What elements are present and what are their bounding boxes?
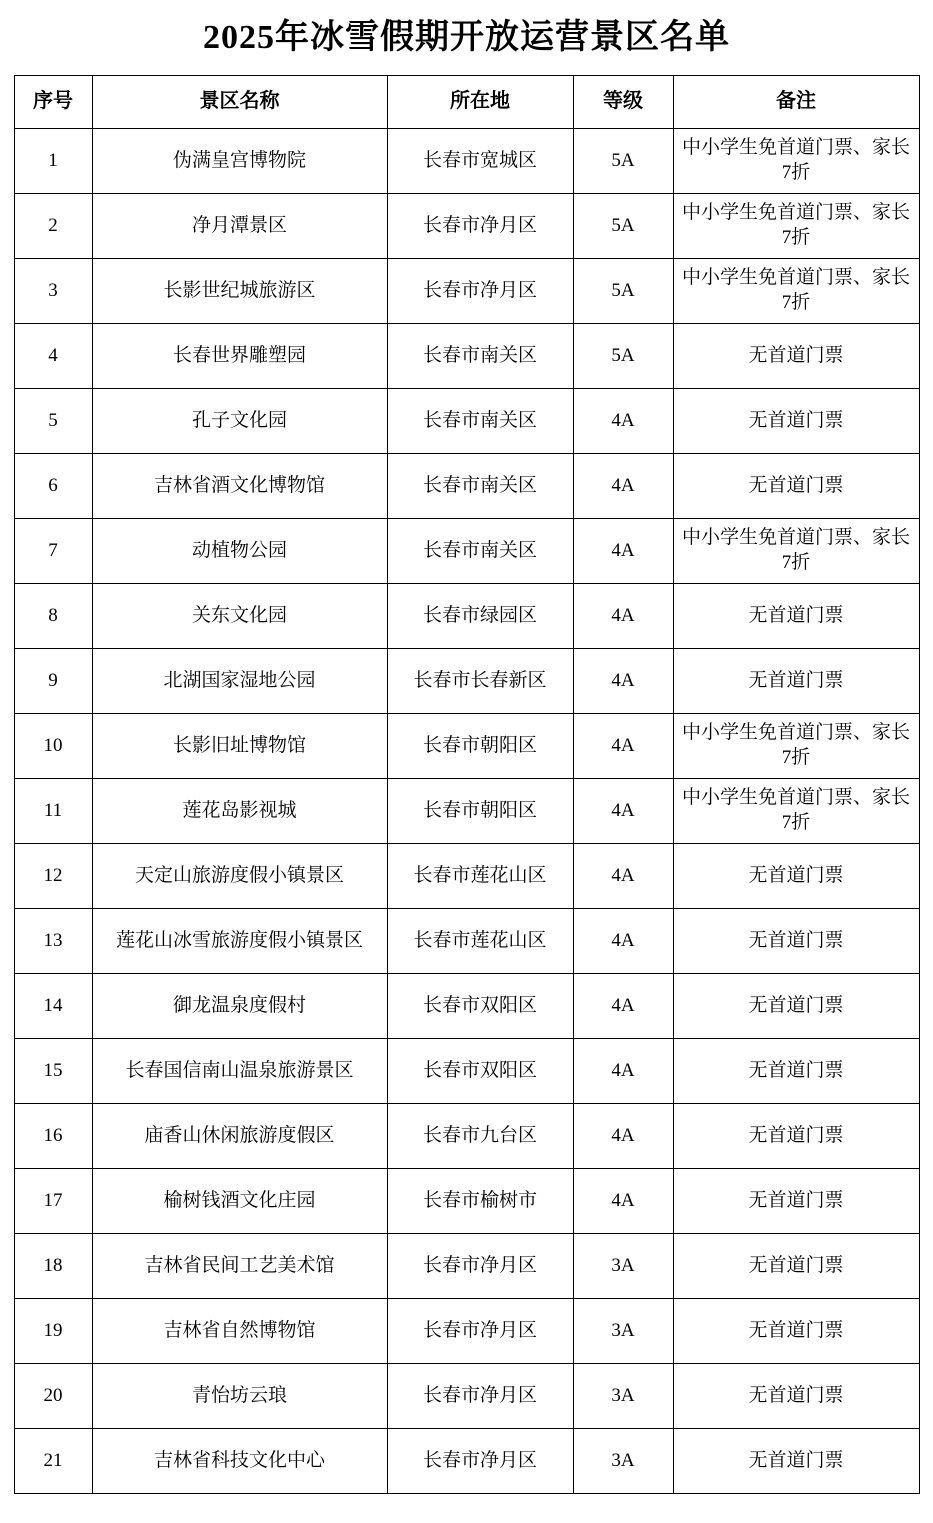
cell-scenic-name: 御龙温泉度假村	[92, 973, 387, 1038]
cell-level: 4A	[573, 1103, 673, 1168]
cell-note: 无首道门票	[673, 648, 919, 713]
table-row	[14, 778, 919, 843]
cell-level: 3A	[573, 1363, 673, 1428]
cell-note: 无首道门票	[673, 453, 919, 518]
cell-location: 长春市双阳区	[387, 1038, 573, 1103]
page-title: 2025年冰雪假期开放运营景区名单	[203, 19, 730, 56]
cell-location: 长春市长春新区	[387, 648, 573, 713]
table-row	[14, 1038, 919, 1103]
cell-index: 2	[14, 193, 92, 258]
table-row	[14, 1298, 919, 1363]
cell-scenic-name: 莲花岛影视城	[92, 778, 387, 843]
cell-location: 长春市南关区	[387, 453, 573, 518]
table-row	[14, 843, 919, 908]
cell-level: 4A	[573, 778, 673, 843]
cell-level: 3A	[573, 1233, 673, 1298]
cell-level: 5A	[573, 323, 673, 388]
cell-level: 4A	[573, 908, 673, 973]
table-body	[14, 128, 919, 1493]
cell-scenic-name: 动植物公园	[92, 518, 387, 583]
cell-index: 17	[14, 1168, 92, 1233]
table-header-row	[14, 75, 919, 128]
table-row	[14, 193, 919, 258]
cell-scenic-name: 吉林省酒文化博物馆	[92, 453, 387, 518]
cell-location: 长春市朝阳区	[387, 778, 573, 843]
cell-index: 18	[14, 1233, 92, 1298]
table-row	[14, 453, 919, 518]
table-row	[14, 973, 919, 1038]
cell-note: 中小学生免首道门票、家长7折	[673, 128, 919, 193]
cell-scenic-name: 长春国信南山温泉旅游景区	[92, 1038, 387, 1103]
cell-location: 长春市南关区	[387, 388, 573, 453]
cell-location: 长春市南关区	[387, 518, 573, 583]
cell-location: 长春市净月区	[387, 193, 573, 258]
cell-scenic-name: 长影旧址博物馆	[92, 713, 387, 778]
cell-note: 无首道门票	[673, 583, 919, 648]
cell-level: 4A	[573, 843, 673, 908]
cell-scenic-name: 吉林省科技文化中心	[92, 1428, 387, 1493]
cell-level: 4A	[573, 388, 673, 453]
table-row	[14, 713, 919, 778]
cell-index: 14	[14, 973, 92, 1038]
cell-note: 无首道门票	[673, 908, 919, 973]
cell-level: 4A	[573, 973, 673, 1038]
cell-location: 长春市净月区	[387, 1428, 573, 1493]
cell-level: 4A	[573, 1038, 673, 1103]
cell-scenic-name: 北湖国家湿地公园	[92, 648, 387, 713]
cell-location: 长春市榆树市	[387, 1168, 573, 1233]
cell-level: 5A	[573, 193, 673, 258]
cell-scenic-name: 关东文化园	[92, 583, 387, 648]
table-row	[14, 908, 919, 973]
cell-location: 长春市宽城区	[387, 128, 573, 193]
cell-index: 19	[14, 1298, 92, 1363]
cell-location: 长春市绿园区	[387, 583, 573, 648]
cell-scenic-name: 庙香山休闲旅游度假区	[92, 1103, 387, 1168]
cell-note: 无首道门票	[673, 1168, 919, 1233]
cell-note: 无首道门票	[673, 323, 919, 388]
cell-location: 长春市莲花山区	[387, 843, 573, 908]
cell-index: 7	[14, 518, 92, 583]
cell-index: 20	[14, 1363, 92, 1428]
cell-location: 长春市朝阳区	[387, 713, 573, 778]
table-row	[14, 1168, 919, 1233]
cell-level: 4A	[573, 583, 673, 648]
cell-index: 6	[14, 453, 92, 518]
cell-location: 长春市净月区	[387, 1233, 573, 1298]
cell-level: 3A	[573, 1298, 673, 1363]
cell-note: 中小学生免首道门票、家长7折	[673, 713, 919, 778]
column-header-level: 等级	[573, 75, 673, 128]
table-row	[14, 518, 919, 583]
table-row	[14, 1363, 919, 1428]
cell-location: 长春市九台区	[387, 1103, 573, 1168]
cell-scenic-name: 长影世纪城旅游区	[92, 258, 387, 323]
cell-location: 长春市净月区	[387, 1298, 573, 1363]
cell-note: 无首道门票	[673, 1103, 919, 1168]
column-header-name: 景区名称	[92, 75, 387, 128]
cell-note: 中小学生免首道门票、家长7折	[673, 778, 919, 843]
cell-level: 4A	[573, 1168, 673, 1233]
cell-level: 4A	[573, 648, 673, 713]
table-row	[14, 648, 919, 713]
scenic-area-table	[14, 75, 920, 1494]
table-row	[14, 1233, 919, 1298]
table-row	[14, 323, 919, 388]
cell-location: 长春市莲花山区	[387, 908, 573, 973]
cell-index: 5	[14, 388, 92, 453]
column-header-location: 所在地	[387, 75, 573, 128]
cell-index: 16	[14, 1103, 92, 1168]
cell-scenic-name: 天定山旅游度假小镇景区	[92, 843, 387, 908]
cell-index: 13	[14, 908, 92, 973]
cell-scenic-name: 青怡坊云琅	[92, 1363, 387, 1428]
cell-note: 无首道门票	[673, 1363, 919, 1428]
cell-scenic-name: 榆树钱酒文化庄园	[92, 1168, 387, 1233]
column-header-index: 序号	[14, 75, 92, 128]
cell-note: 无首道门票	[673, 1428, 919, 1493]
cell-level: 5A	[573, 258, 673, 323]
cell-index: 3	[14, 258, 92, 323]
cell-index: 11	[14, 778, 92, 843]
cell-note: 中小学生免首道门票、家长7折	[673, 193, 919, 258]
cell-level: 4A	[573, 713, 673, 778]
table-row	[14, 128, 919, 193]
table-row	[14, 388, 919, 453]
cell-note: 无首道门票	[673, 1038, 919, 1103]
cell-index: 9	[14, 648, 92, 713]
cell-scenic-name: 伪满皇宫博物院	[92, 128, 387, 193]
cell-note: 中小学生免首道门票、家长7折	[673, 258, 919, 323]
cell-location: 长春市净月区	[387, 258, 573, 323]
cell-index: 1	[14, 128, 92, 193]
cell-note: 无首道门票	[673, 973, 919, 1038]
cell-note: 无首道门票	[673, 843, 919, 908]
cell-scenic-name: 吉林省民间工艺美术馆	[92, 1233, 387, 1298]
cell-scenic-name: 莲花山冰雪旅游度假小镇景区	[92, 908, 387, 973]
cell-index: 10	[14, 713, 92, 778]
cell-index: 21	[14, 1428, 92, 1493]
table-row	[14, 1428, 919, 1493]
cell-note: 无首道门票	[673, 388, 919, 453]
cell-location: 长春市净月区	[387, 1363, 573, 1428]
cell-level: 3A	[573, 1428, 673, 1493]
cell-level: 4A	[573, 453, 673, 518]
cell-scenic-name: 长春世界雕塑园	[92, 323, 387, 388]
document-page	[0, 18, 933, 1494]
column-header-note: 备注	[673, 75, 919, 128]
table-row	[14, 258, 919, 323]
cell-index: 4	[14, 323, 92, 388]
cell-level: 4A	[573, 518, 673, 583]
table-row	[14, 1103, 919, 1168]
cell-index: 15	[14, 1038, 92, 1103]
cell-note: 中小学生免首道门票、家长7折	[673, 518, 919, 583]
cell-scenic-name: 孔子文化园	[92, 388, 387, 453]
cell-note: 无首道门票	[673, 1298, 919, 1363]
cell-index: 8	[14, 583, 92, 648]
cell-note: 无首道门票	[673, 1233, 919, 1298]
cell-level: 5A	[573, 128, 673, 193]
table-row	[14, 583, 919, 648]
cell-location: 长春市南关区	[387, 323, 573, 388]
table-header	[14, 75, 919, 128]
cell-index: 12	[14, 843, 92, 908]
cell-location: 长春市双阳区	[387, 973, 573, 1038]
cell-scenic-name: 净月潭景区	[92, 193, 387, 258]
cell-scenic-name: 吉林省自然博物馆	[92, 1298, 387, 1363]
